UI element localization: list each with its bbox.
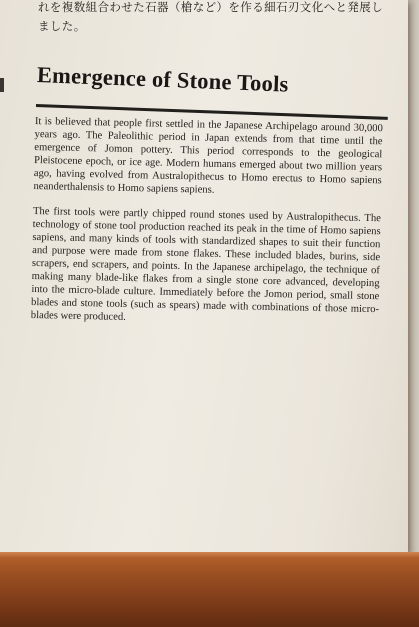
panel-body xyxy=(31,116,383,330)
panel-title: Emergence of Stone Tools xyxy=(36,62,289,97)
ledge-highlight xyxy=(0,552,419,558)
paragraph-settlement: It is believed that people first settled in the Japanese Archipelago around 30,000 years ago. The Paleolithic period in Japan extends from that time until the emergence of Jomon pottery. This period corresponds to the geological Pleistocene epoch, or ice age. Modern humans emerged about two million years ago, having evolved from Australopithecus to Homo erectus to Homo sapiens neanderthalensis to Homo sapiens sapiens. xyxy=(33,116,383,196)
wooden-ledge xyxy=(0,552,419,627)
japanese-caption: れを複数組合わせた石器（槍など）を作る細石刃文化へと発展し ました。 xyxy=(38,0,384,33)
margin-marker xyxy=(0,78,4,92)
paragraph-first-tools: The first tools were partly chipped round stones used by Australopithecus. The technology of stone tool production reached its peak in the time of Homo sapiens sapiens, and many kinds of tools with standardized shapes to suit their function and purpose were made from stone flakes. These included blades, burins, side scrapers, end scrapers, and points. In the Japanese archipelago, the technique of making many blade-like flakes from a single stone core advanced, developing into the micro-blade culture. Immediately before the Jomon period, small stone blades and stone tools (such as spears) made with combinations of those micro-blades were produced. xyxy=(30,206,382,323)
panel-edge xyxy=(408,0,419,560)
